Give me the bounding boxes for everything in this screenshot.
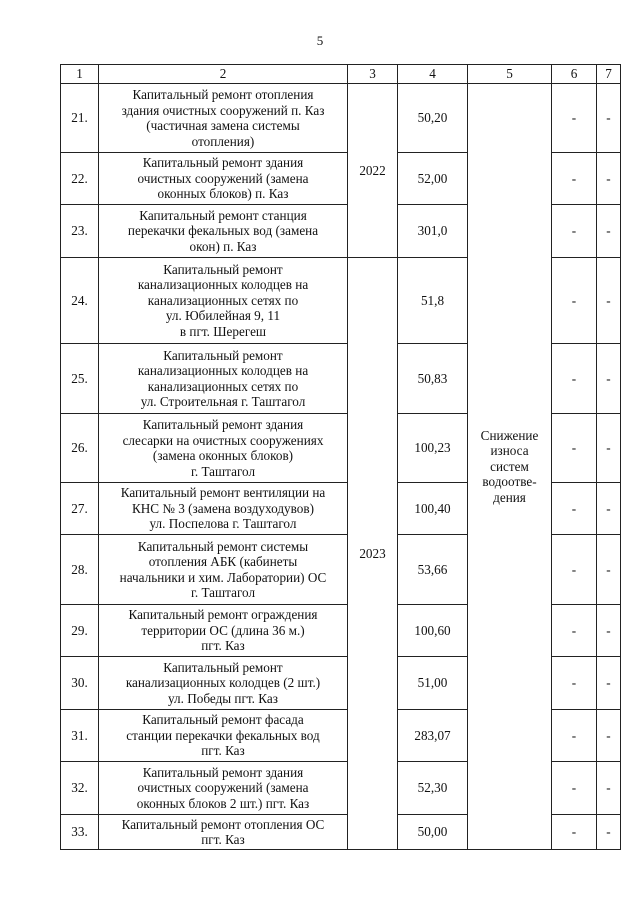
- work-name: Капитальный ремонт здания очистных сооружений (замена оконных блоков 2 шт.) пгт. Каз: [99, 762, 348, 815]
- amount-cell: 100,40: [398, 483, 468, 535]
- col7-cell: -: [597, 535, 621, 605]
- amount-cell: 52,00: [398, 153, 468, 205]
- row-number: 23.: [61, 205, 99, 258]
- year-cell-2023: 2023: [348, 258, 398, 850]
- header-cell: 5: [468, 65, 552, 84]
- col6-cell: -: [552, 153, 597, 205]
- work-name: Капитальный ремонт станция перекачки фекальных вод (замена окон) п. Каз: [99, 205, 348, 258]
- amount-cell: 51,00: [398, 657, 468, 710]
- row-number: 24.: [61, 258, 99, 344]
- table-header-row: [61, 65, 621, 84]
- col6-cell: -: [552, 535, 597, 605]
- header-cell: 1: [61, 65, 99, 84]
- row-number: 32.: [61, 762, 99, 815]
- col7-cell: -: [597, 605, 621, 657]
- page-number: 5: [316, 33, 324, 48]
- work-name: Капитальный ремонт здания очистных сооружений (замена оконных блоков) п. Каз: [99, 153, 348, 205]
- col6-cell: -: [552, 657, 597, 710]
- work-name: Капитальный ремонт канализационных колодцев на канализационных сетях по ул. Строительная г. Таштагол: [99, 344, 348, 414]
- col7-cell: -: [597, 414, 621, 483]
- work-name: Капитальный ремонт вентиляции на КНС № 3 (замена воздуходувов) ул. Поспелова г. Таштагол: [99, 483, 348, 535]
- amount-cell: 301,0: [398, 205, 468, 258]
- header-cell: 3: [348, 65, 398, 84]
- amount-cell: 50,20: [398, 84, 468, 153]
- col6-cell: -: [552, 344, 597, 414]
- col7-cell: -: [597, 657, 621, 710]
- col7-cell: -: [597, 205, 621, 258]
- col6-cell: -: [552, 483, 597, 535]
- col7-cell: -: [597, 344, 621, 414]
- header-cell: 7: [597, 65, 621, 84]
- amount-cell: 283,07: [398, 710, 468, 762]
- work-name: Капитальный ремонт отопления ОС пгт. Каз: [99, 815, 348, 850]
- work-name: Капитальный ремонт системы отопления АБК (кабинеты начальники и хим. Лаборатории) ОС г. Таштагол: [99, 535, 348, 605]
- col7-cell: -: [597, 710, 621, 762]
- col6-cell: -: [552, 710, 597, 762]
- row-number: 33.: [61, 815, 99, 850]
- work-name: Капитальный ремонт канализационных колодцев на канализационных сетях по ул. Юбилейная 9, 11 в пгт. Шерегеш: [99, 258, 348, 344]
- col6-cell: -: [552, 605, 597, 657]
- col6-cell: -: [552, 815, 597, 850]
- row-number: 27.: [61, 483, 99, 535]
- amount-cell: 52,30: [398, 762, 468, 815]
- col7-cell: -: [597, 815, 621, 850]
- amount-cell: 50,83: [398, 344, 468, 414]
- row-number: 29.: [61, 605, 99, 657]
- amount-cell: 50,00: [398, 815, 468, 850]
- row-number: 31.: [61, 710, 99, 762]
- header-cell: 6: [552, 65, 597, 84]
- col7-cell: -: [597, 762, 621, 815]
- work-name: Капитальный ремонт здания слесарки на очистных сооружениях (замена оконных блоков) г. Таштагол: [99, 414, 348, 483]
- col6-cell: -: [552, 84, 597, 153]
- work-name: Капитальный ремонт фасада станции перекачки фекальных вод пгт. Каз: [99, 710, 348, 762]
- row-number: 30.: [61, 657, 99, 710]
- col6-cell: -: [552, 414, 597, 483]
- row-number: 28.: [61, 535, 99, 605]
- row-number: 22.: [61, 153, 99, 205]
- header-cell: 4: [398, 65, 468, 84]
- amount-cell: 100,23: [398, 414, 468, 483]
- col7-cell: -: [597, 258, 621, 344]
- amount-cell: 53,66: [398, 535, 468, 605]
- work-name: Капитальный ремонт ограждения территории ОС (длина 36 м.) пгт. Каз: [99, 605, 348, 657]
- goal-cell: Снижение износа систем водоотве- дения: [468, 84, 552, 850]
- col7-cell: -: [597, 153, 621, 205]
- col6-cell: -: [552, 205, 597, 258]
- work-name: Капитальный ремонт канализационных колодцев (2 шт.) ул. Победы пгт. Каз: [99, 657, 348, 710]
- repair-plan-table: [60, 64, 621, 850]
- row-number: 26.: [61, 414, 99, 483]
- col6-cell: -: [552, 258, 597, 344]
- header-cell: 2: [99, 65, 348, 84]
- amount-cell: 100,60: [398, 605, 468, 657]
- year-cell-2022: 2022: [348, 84, 398, 258]
- col6-cell: -: [552, 762, 597, 815]
- col7-cell: -: [597, 483, 621, 535]
- table-row: [61, 84, 621, 153]
- work-name: Капитальный ремонт отопления здания очистных сооружений п. Каз (частичная замена системы отопления): [99, 84, 348, 153]
- col7-cell: -: [597, 84, 621, 153]
- row-number: 21.: [61, 84, 99, 153]
- amount-cell: 51,8: [398, 258, 468, 344]
- row-number: 25.: [61, 344, 99, 414]
